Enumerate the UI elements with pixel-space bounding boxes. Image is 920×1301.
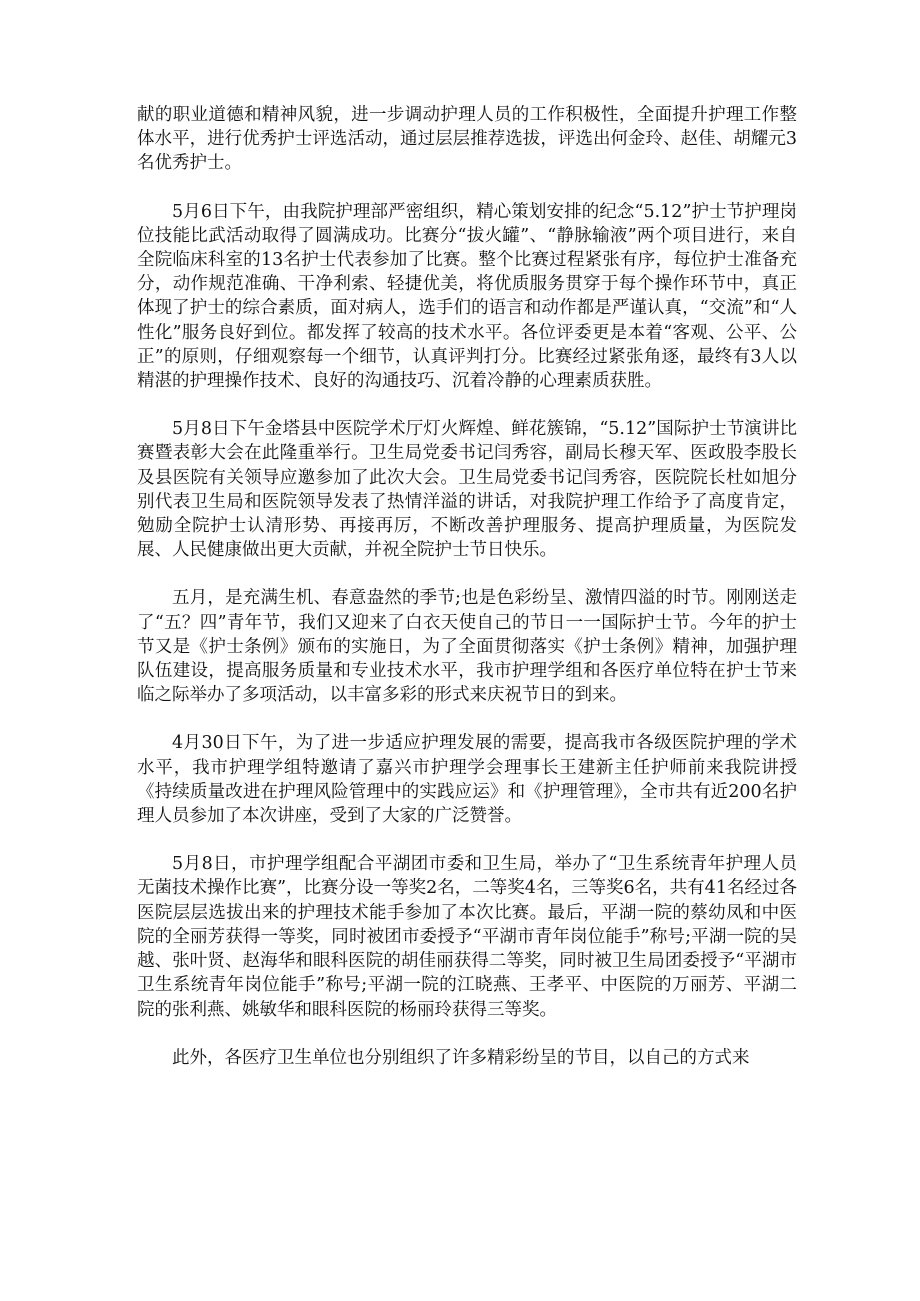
paragraph-3: 5月8日下午金塔县中医院学术厅灯火辉煌、鲜花簇锦，“5.12”国际护士节演讲比赛暨表彰大会在此隆重举行。卫生局党委书记闫秀容，副局长穆天军、医政股李股长及县医院有关领导应邀参加了此次大会。卫生局党委书记闫秀容，医院院长杜如旭分别代表卫生局和医院领导发表了热情洋溢的讲话，对我院护理工作给予了高度肯定，勉励全院护士认清形势、再接再厉，不断改善护理服务、提高护理质量，为医院发展、人民健康做出更大贡献，并祝全院护士节日快乐。 bbox=[137, 419, 797, 561]
paragraph-1: 献的职业道德和精神风貌，进一步调动护理人员的工作积极性，全面提升护理工作整体水平，进行优秀护士评选活动，通过层层推荐选拔，评选出何金玲、赵佳、胡耀元3名优秀护士。 bbox=[137, 105, 797, 174]
paragraph-2: 5月6日下午，由我院护理部严密组织，精心策划安排的纪念“5.12”护士节护理岗位技能比武活动取得了圆满成功。比赛分“拔火罐”、“静脉输液”两个项目进行，来自全院临床科室的13名护士代表参加了比赛。整个比赛过程紧张有序，每位护士准备充分，动作规范准确、干净利索、轻捷优美，将优质服务贯穿于每个操作环节中，真正体现了护士的综合素质，面对病人，选手们的语言和动作都是严谨认真，“交流”和“人性化”服务良好到位。都发挥了较高的技术水平。各位评委更是本着“客观、公平、公正”的原则，仔细观察每一个细节，认真评判打分。比赛经过紧张角逐，最终有3人以精湛的护理操作技术、良好的沟通技巧、沉着冷静的心理素质获胜。 bbox=[137, 201, 797, 392]
paragraph-7: 此外，各医疗卫生单位也分别组织了许多精彩纷呈的节目，以自己的方式来 bbox=[172, 1047, 750, 1068]
document-body bbox=[137, 103, 797, 1094]
paragraph-5: 4月30日下午，为了进一步适应护理发展的需要，提高我市各级医院护理的学术水平，我市护理学组特邀请了嘉兴市护理学会理事长王建新主任护师前来我院讲授《持续质量改进在护理风险管理中的实践应运》和《护理管理》，全市共有近200名护理人员参加了本次讲座，受到了大家的广泛赞誉。 bbox=[137, 733, 797, 827]
paragraph-4: 五月，是充满生机、春意盎然的季节;也是色彩纷呈、激情四溢的时节。刚刚送走了“五？四”青年节，我们又迎来了白衣天使自己的节日一一国际护士节。今年的护士节又是《护士条例》颁布的实施日，为了全面贯彻落实《护士条例》精神，加强护理队伍建设，提高服务质量和专业技术水平，我市护理学组和各医疗单位特在护士节来临之际举办了多项活动，以丰富多彩的形式来庆祝节日的到来。 bbox=[137, 588, 797, 706]
paragraph-6: 5月8日，市护理学组配合平湖团市委和卫生局，举办了“卫生系统青年护理人员无菌技术操作比赛”，比赛分设一等奖2名，二等奖4名，三等奖6名，共有41名经过各医院层层选拔出来的护理技术能手参加了本次比赛。最后，平湖一院的蔡幼凤和中医院的全丽芳获得一等奖，同时被团市委授予“平湖市青年岗位能手”称号;平湖一院的吴越、张叶贤、赵海华和眼科医院的胡佳丽获得二等奖，同时被卫生局团委授予“平湖市卫生系统青年岗位能手”称号;平湖一院的江晓燕、王孝平、中医院的万丽芳、平湖二院的张利燕、姚敏华和眼科医院的杨丽玲获得三等奖。 bbox=[137, 854, 797, 1020]
